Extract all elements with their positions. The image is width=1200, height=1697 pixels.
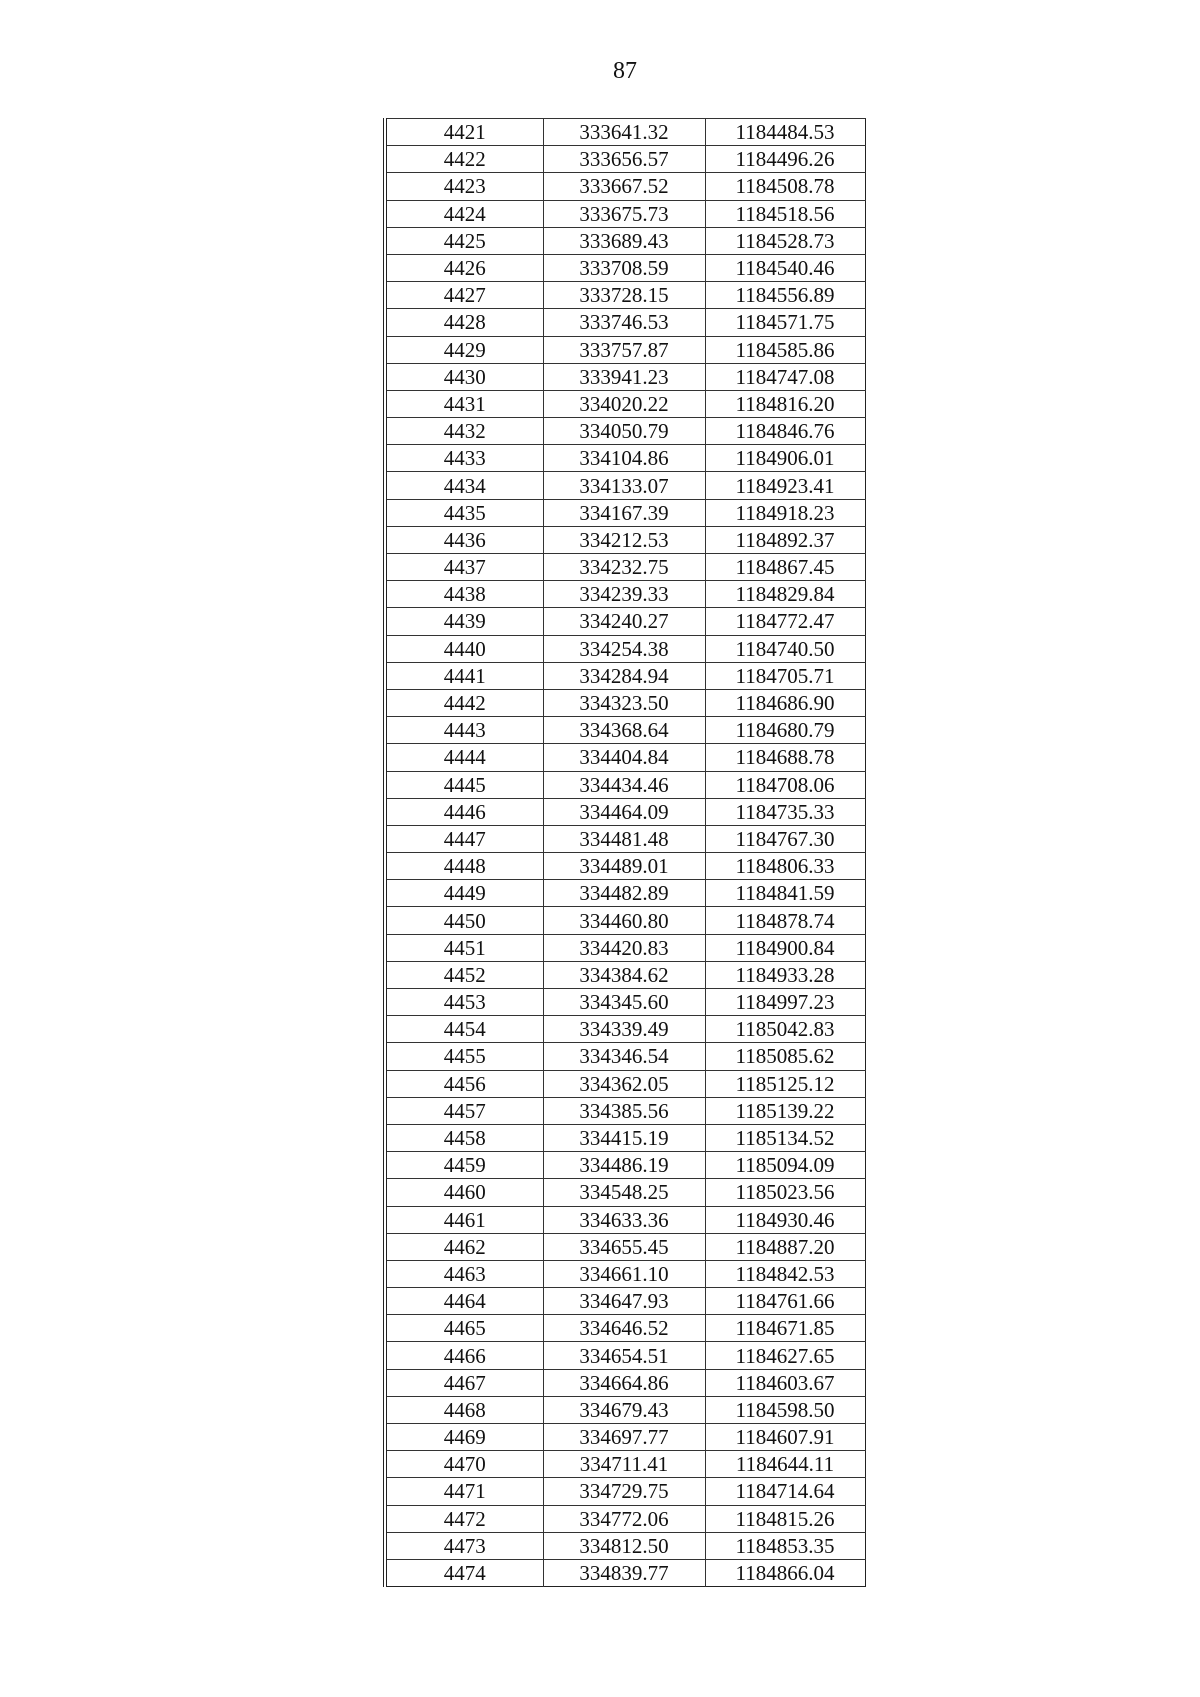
table-row <box>385 1124 865 1151</box>
point-number-cell: 4466 <box>385 1342 543 1369</box>
table-row <box>385 907 865 934</box>
y-coordinate-cell: 1184540.46 <box>705 254 865 281</box>
x-coordinate-cell: 334711.41 <box>543 1451 705 1478</box>
table-row <box>385 689 865 716</box>
x-coordinate-cell: 334697.77 <box>543 1424 705 1451</box>
x-coordinate-cell: 334415.19 <box>543 1124 705 1151</box>
y-coordinate-cell: 1184853.35 <box>705 1532 865 1559</box>
point-number-cell: 4459 <box>385 1152 543 1179</box>
table-row <box>385 1233 865 1260</box>
table-row <box>385 853 865 880</box>
point-number-cell: 4454 <box>385 1016 543 1043</box>
table-row <box>385 1206 865 1233</box>
point-number-cell: 4453 <box>385 989 543 1016</box>
table-row <box>385 418 865 445</box>
table-row <box>385 363 865 390</box>
y-coordinate-cell: 1184878.74 <box>705 907 865 934</box>
y-coordinate-cell: 1184714.64 <box>705 1478 865 1505</box>
y-coordinate-cell: 1184740.50 <box>705 635 865 662</box>
y-coordinate-cell: 1184829.84 <box>705 581 865 608</box>
point-number-cell: 4449 <box>385 880 543 907</box>
x-coordinate-cell: 334655.45 <box>543 1233 705 1260</box>
y-coordinate-cell: 1184585.86 <box>705 336 865 363</box>
x-coordinate-cell: 334633.36 <box>543 1206 705 1233</box>
point-number-cell: 4471 <box>385 1478 543 1505</box>
y-coordinate-cell: 1184603.67 <box>705 1369 865 1396</box>
x-coordinate-cell: 333728.15 <box>543 282 705 309</box>
y-coordinate-cell: 1184933.28 <box>705 961 865 988</box>
table-row <box>385 1070 865 1097</box>
y-coordinate-cell: 1184815.26 <box>705 1505 865 1532</box>
point-number-cell: 4467 <box>385 1369 543 1396</box>
x-coordinate-cell: 334362.05 <box>543 1070 705 1097</box>
table-row <box>385 825 865 852</box>
table-row <box>385 1097 865 1124</box>
table-row <box>385 526 865 553</box>
x-coordinate-cell: 334346.54 <box>543 1043 705 1070</box>
table-row <box>385 254 865 281</box>
table-row <box>385 1342 865 1369</box>
table-row <box>385 608 865 635</box>
table-row <box>385 934 865 961</box>
point-number-cell: 4434 <box>385 472 543 499</box>
x-coordinate-cell: 333641.32 <box>543 119 705 146</box>
x-coordinate-cell: 334812.50 <box>543 1532 705 1559</box>
point-number-cell: 4473 <box>385 1532 543 1559</box>
y-coordinate-cell: 1184571.75 <box>705 309 865 336</box>
x-coordinate-cell: 334481.48 <box>543 825 705 852</box>
x-coordinate-cell: 333675.73 <box>543 200 705 227</box>
table-row <box>385 173 865 200</box>
table-row <box>385 1016 865 1043</box>
point-number-cell: 4431 <box>385 390 543 417</box>
y-coordinate-cell: 1184644.11 <box>705 1451 865 1478</box>
x-coordinate-cell: 334133.07 <box>543 472 705 499</box>
point-number-cell: 4446 <box>385 798 543 825</box>
x-coordinate-cell: 334339.49 <box>543 1016 705 1043</box>
point-number-cell: 4428 <box>385 309 543 336</box>
point-number-cell: 4451 <box>385 934 543 961</box>
point-number-cell: 4468 <box>385 1396 543 1423</box>
point-number-cell: 4426 <box>385 254 543 281</box>
table-row <box>385 499 865 526</box>
x-coordinate-cell: 334104.86 <box>543 445 705 472</box>
table-row <box>385 1532 865 1559</box>
coordinates-table <box>383 118 866 1587</box>
x-coordinate-cell: 334664.86 <box>543 1369 705 1396</box>
table-row <box>385 119 865 146</box>
y-coordinate-cell: 1184705.71 <box>705 662 865 689</box>
y-coordinate-cell: 1184671.85 <box>705 1315 865 1342</box>
y-coordinate-cell: 1184496.26 <box>705 146 865 173</box>
table-row <box>385 961 865 988</box>
x-coordinate-cell: 333667.52 <box>543 173 705 200</box>
table-row <box>385 1478 865 1505</box>
y-coordinate-cell: 1184598.50 <box>705 1396 865 1423</box>
coordinates-table-body <box>385 119 865 1587</box>
x-coordinate-cell: 334464.09 <box>543 798 705 825</box>
table-row <box>385 662 865 689</box>
x-coordinate-cell: 334240.27 <box>543 608 705 635</box>
point-number-cell: 4441 <box>385 662 543 689</box>
point-number-cell: 4457 <box>385 1097 543 1124</box>
point-number-cell: 4472 <box>385 1505 543 1532</box>
x-coordinate-cell: 334434.46 <box>543 771 705 798</box>
table-row <box>385 1260 865 1287</box>
point-number-cell: 4424 <box>385 200 543 227</box>
x-coordinate-cell: 333941.23 <box>543 363 705 390</box>
point-number-cell: 4458 <box>385 1124 543 1151</box>
table-row <box>385 282 865 309</box>
point-number-cell: 4461 <box>385 1206 543 1233</box>
y-coordinate-cell: 1184906.01 <box>705 445 865 472</box>
point-number-cell: 4465 <box>385 1315 543 1342</box>
table-row <box>385 227 865 254</box>
y-coordinate-cell: 1185023.56 <box>705 1179 865 1206</box>
table-row <box>385 717 865 744</box>
table-row <box>385 771 865 798</box>
point-number-cell: 4469 <box>385 1424 543 1451</box>
y-coordinate-cell: 1184867.45 <box>705 554 865 581</box>
y-coordinate-cell: 1184842.53 <box>705 1260 865 1287</box>
x-coordinate-cell: 334548.25 <box>543 1179 705 1206</box>
x-coordinate-cell: 334239.33 <box>543 581 705 608</box>
y-coordinate-cell: 1184627.65 <box>705 1342 865 1369</box>
y-coordinate-cell: 1184735.33 <box>705 798 865 825</box>
point-number-cell: 4455 <box>385 1043 543 1070</box>
y-coordinate-cell: 1184772.47 <box>705 608 865 635</box>
x-coordinate-cell: 334254.38 <box>543 635 705 662</box>
point-number-cell: 4462 <box>385 1233 543 1260</box>
y-coordinate-cell: 1185134.52 <box>705 1124 865 1151</box>
y-coordinate-cell: 1184866.04 <box>705 1559 865 1586</box>
table-row <box>385 744 865 771</box>
point-number-cell: 4474 <box>385 1559 543 1586</box>
table-row <box>385 635 865 662</box>
point-number-cell: 4464 <box>385 1288 543 1315</box>
y-coordinate-cell: 1184887.20 <box>705 1233 865 1260</box>
table-row <box>385 1179 865 1206</box>
point-number-cell: 4422 <box>385 146 543 173</box>
x-coordinate-cell: 333689.43 <box>543 227 705 254</box>
table-row <box>385 1559 865 1586</box>
x-coordinate-cell: 334460.80 <box>543 907 705 934</box>
x-coordinate-cell: 334020.22 <box>543 390 705 417</box>
y-coordinate-cell: 1184841.59 <box>705 880 865 907</box>
table-row <box>385 390 865 417</box>
y-coordinate-cell: 1184816.20 <box>705 390 865 417</box>
y-coordinate-cell: 1184686.90 <box>705 689 865 716</box>
table-row <box>385 581 865 608</box>
point-number-cell: 4456 <box>385 1070 543 1097</box>
y-coordinate-cell: 1185094.09 <box>705 1152 865 1179</box>
point-number-cell: 4425 <box>385 227 543 254</box>
point-number-cell: 4421 <box>385 119 543 146</box>
page-number: 87 <box>613 58 637 84</box>
x-coordinate-cell: 334661.10 <box>543 1260 705 1287</box>
x-coordinate-cell: 334489.01 <box>543 853 705 880</box>
x-coordinate-cell: 333656.57 <box>543 146 705 173</box>
point-number-cell: 4450 <box>385 907 543 934</box>
x-coordinate-cell: 334729.75 <box>543 1478 705 1505</box>
table-row <box>385 1451 865 1478</box>
table-row <box>385 798 865 825</box>
table-row <box>385 200 865 227</box>
x-coordinate-cell: 334232.75 <box>543 554 705 581</box>
x-coordinate-cell: 334772.06 <box>543 1505 705 1532</box>
x-coordinate-cell: 334368.64 <box>543 717 705 744</box>
table-row <box>385 1369 865 1396</box>
point-number-cell: 4448 <box>385 853 543 880</box>
y-coordinate-cell: 1184708.06 <box>705 771 865 798</box>
point-number-cell: 4427 <box>385 282 543 309</box>
y-coordinate-cell: 1184747.08 <box>705 363 865 390</box>
x-coordinate-cell: 334420.83 <box>543 934 705 961</box>
y-coordinate-cell: 1184997.23 <box>705 989 865 1016</box>
y-coordinate-cell: 1184923.41 <box>705 472 865 499</box>
x-coordinate-cell: 334486.19 <box>543 1152 705 1179</box>
x-coordinate-cell: 334646.52 <box>543 1315 705 1342</box>
y-coordinate-cell: 1184528.73 <box>705 227 865 254</box>
x-coordinate-cell: 334404.84 <box>543 744 705 771</box>
table-row <box>385 989 865 1016</box>
x-coordinate-cell: 334654.51 <box>543 1342 705 1369</box>
x-coordinate-cell: 334284.94 <box>543 662 705 689</box>
x-coordinate-cell: 334323.50 <box>543 689 705 716</box>
point-number-cell: 4460 <box>385 1179 543 1206</box>
table-row <box>385 472 865 499</box>
point-number-cell: 4444 <box>385 744 543 771</box>
point-number-cell: 4443 <box>385 717 543 744</box>
y-coordinate-cell: 1184892.37 <box>705 526 865 553</box>
y-coordinate-cell: 1184806.33 <box>705 853 865 880</box>
y-coordinate-cell: 1185139.22 <box>705 1097 865 1124</box>
y-coordinate-cell: 1184930.46 <box>705 1206 865 1233</box>
y-coordinate-cell: 1184918.23 <box>705 499 865 526</box>
point-number-cell: 4439 <box>385 608 543 635</box>
table-row <box>385 1505 865 1532</box>
point-number-cell: 4452 <box>385 961 543 988</box>
x-coordinate-cell: 334679.43 <box>543 1396 705 1423</box>
y-coordinate-cell: 1184761.66 <box>705 1288 865 1315</box>
y-coordinate-cell: 1184900.84 <box>705 934 865 961</box>
x-coordinate-cell: 333708.59 <box>543 254 705 281</box>
y-coordinate-cell: 1184508.78 <box>705 173 865 200</box>
x-coordinate-cell: 334345.60 <box>543 989 705 1016</box>
point-number-cell: 4433 <box>385 445 543 472</box>
y-coordinate-cell: 1185125.12 <box>705 1070 865 1097</box>
y-coordinate-cell: 1184680.79 <box>705 717 865 744</box>
y-coordinate-cell: 1184556.89 <box>705 282 865 309</box>
table-row <box>385 1288 865 1315</box>
point-number-cell: 4445 <box>385 771 543 798</box>
table-row <box>385 1152 865 1179</box>
y-coordinate-cell: 1184846.76 <box>705 418 865 445</box>
table-row <box>385 146 865 173</box>
point-number-cell: 4470 <box>385 1451 543 1478</box>
y-coordinate-cell: 1185085.62 <box>705 1043 865 1070</box>
x-coordinate-cell: 334385.56 <box>543 1097 705 1124</box>
y-coordinate-cell: 1184484.53 <box>705 119 865 146</box>
table-row <box>385 1043 865 1070</box>
y-coordinate-cell: 1184767.30 <box>705 825 865 852</box>
y-coordinate-cell: 1184688.78 <box>705 744 865 771</box>
table-row <box>385 1315 865 1342</box>
table-row <box>385 1424 865 1451</box>
point-number-cell: 4423 <box>385 173 543 200</box>
table-row <box>385 880 865 907</box>
y-coordinate-cell: 1185042.83 <box>705 1016 865 1043</box>
x-coordinate-cell: 334647.93 <box>543 1288 705 1315</box>
x-coordinate-cell: 334212.53 <box>543 526 705 553</box>
point-number-cell: 4463 <box>385 1260 543 1287</box>
table-row <box>385 445 865 472</box>
point-number-cell: 4435 <box>385 499 543 526</box>
y-coordinate-cell: 1184607.91 <box>705 1424 865 1451</box>
point-number-cell: 4447 <box>385 825 543 852</box>
x-coordinate-cell: 334482.89 <box>543 880 705 907</box>
point-number-cell: 4430 <box>385 363 543 390</box>
x-coordinate-cell: 334384.62 <box>543 961 705 988</box>
point-number-cell: 4436 <box>385 526 543 553</box>
point-number-cell: 4432 <box>385 418 543 445</box>
x-coordinate-cell: 333757.87 <box>543 336 705 363</box>
x-coordinate-cell: 334839.77 <box>543 1559 705 1586</box>
x-coordinate-cell: 334167.39 <box>543 499 705 526</box>
x-coordinate-cell: 334050.79 <box>543 418 705 445</box>
table-row <box>385 309 865 336</box>
y-coordinate-cell: 1184518.56 <box>705 200 865 227</box>
point-number-cell: 4437 <box>385 554 543 581</box>
point-number-cell: 4440 <box>385 635 543 662</box>
point-number-cell: 4438 <box>385 581 543 608</box>
x-coordinate-cell: 333746.53 <box>543 309 705 336</box>
point-number-cell: 4442 <box>385 689 543 716</box>
table-row <box>385 554 865 581</box>
table-row <box>385 1396 865 1423</box>
point-number-cell: 4429 <box>385 336 543 363</box>
table-row <box>385 336 865 363</box>
